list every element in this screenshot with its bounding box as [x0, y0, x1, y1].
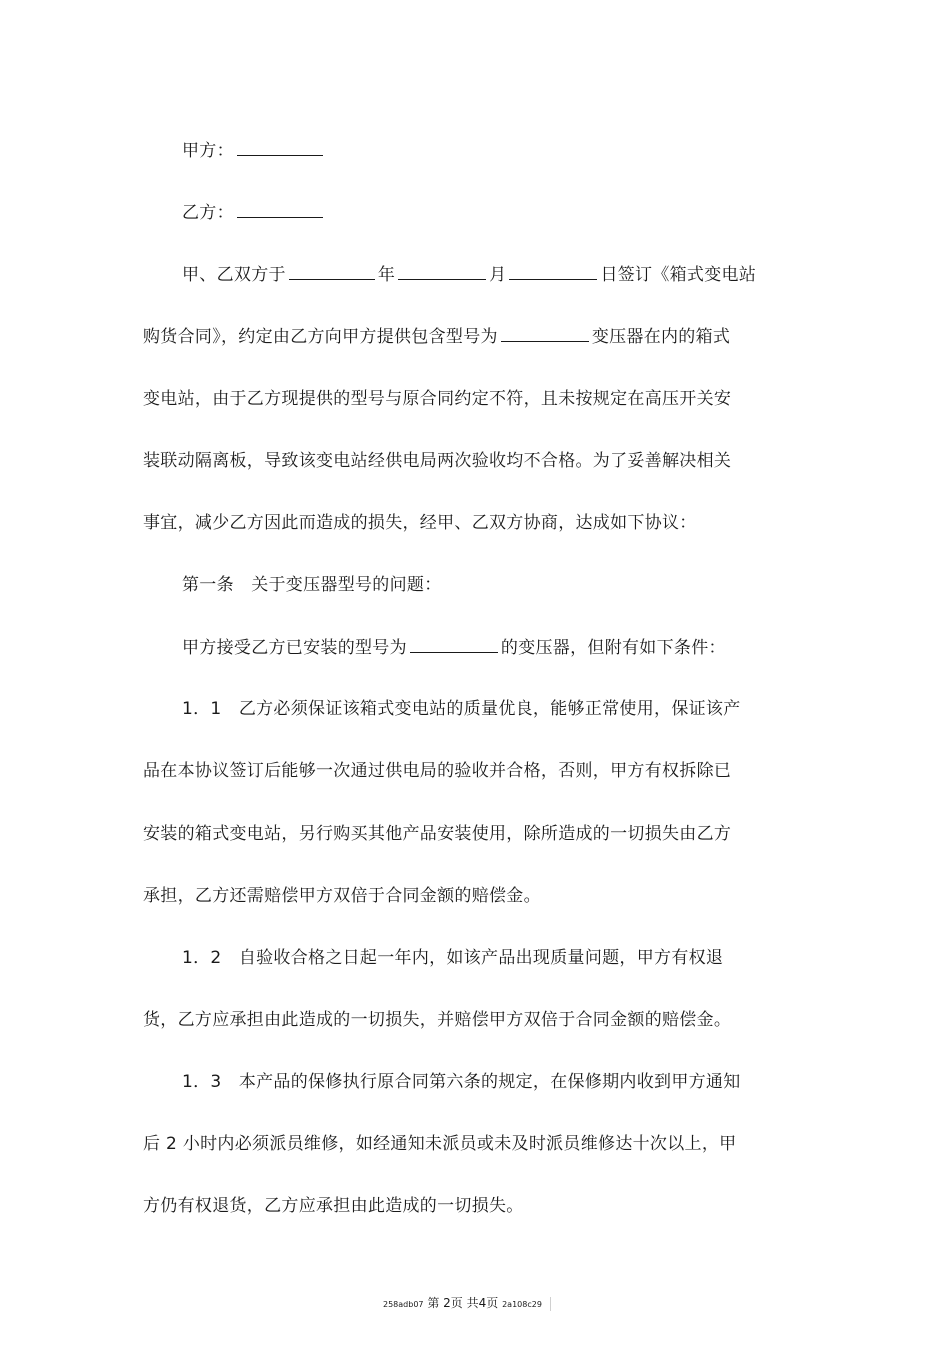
line-text: 日签订《箱式变电站: [600, 265, 757, 285]
fill-in-blank: [237, 138, 323, 156]
page-footer: [383, 1295, 551, 1313]
paragraph-line: [143, 1132, 736, 1156]
fill-in-blank: [501, 324, 589, 342]
line-text: 品在本协议签订后能够一次通过供电局的验收并合格，否则，甲方有权拆除已: [143, 761, 732, 781]
line-text: 1．1 乙方必须保证该箱式变电站的质量优良，能够正常使用，保证该产: [182, 699, 741, 719]
line-text: 1．2 自验收合格之日起一年内，如该产品出现质量问题，甲方有权退: [182, 948, 724, 968]
paragraph-line: [143, 759, 731, 783]
footer-divider: [550, 1297, 551, 1311]
footer-page-number: 第 2页 共4页: [427, 1296, 499, 1310]
line-text: 事宜，减少乙方因此而造成的损失，经甲、乙双方协商，达成如下协议：: [143, 513, 697, 533]
line-text: 方仍有权退货，乙方应承担由此造成的一切损失。: [143, 1196, 524, 1216]
line-text: 月: [489, 265, 507, 285]
footer-right-code: 2a108c29: [502, 1300, 542, 1309]
paragraph-line: [182, 573, 442, 597]
line-text: 装联动隔离板，导致该变电站经供电局两次验收均不合格。为了妥善解决相关: [143, 451, 732, 471]
line-text: 甲方接受乙方已安装的型号为: [182, 638, 407, 658]
paragraph-line: [143, 822, 731, 846]
fill-in-blank: [289, 262, 375, 280]
paragraph-line: [143, 1194, 524, 1218]
fill-in-blank: [237, 200, 323, 218]
paragraph-line: [143, 324, 730, 349]
footer-left-code: 258adb07: [383, 1300, 424, 1309]
line-text: 变压器在内的箱式: [591, 327, 731, 347]
line-text: 1．3 本产品的保修执行原合同第六条的规定，在保修期内收到甲方通知: [182, 1072, 741, 1092]
fill-in-blank: [509, 262, 597, 280]
paragraph-line: [182, 262, 756, 287]
line-text: 年: [377, 265, 396, 285]
paragraph-line: [143, 387, 731, 411]
paragraph-line: [143, 449, 731, 473]
line-text: 的变压器，但附有如下条件：: [500, 638, 726, 658]
line-text: 货，乙方应承担由此造成的一切损失，并赔偿甲方双倍于合同金额的赔偿金。: [143, 1010, 732, 1030]
paragraph-line: [143, 511, 697, 535]
line-text: 甲、乙双方于: [182, 265, 286, 285]
line-text: 变电站，由于乙方现提供的型号与原合同约定不符，且未按规定在高压开关安: [143, 389, 732, 409]
paragraph-line: [143, 1008, 731, 1032]
line-text: 承担，乙方还需赔偿甲方双倍于合同金额的赔偿金。: [143, 886, 541, 906]
line-text: 后 2 小时内必须派员维修，如经通知未派员或未及时派员维修达十次以上，甲: [143, 1134, 737, 1154]
paragraph-line: [182, 697, 741, 721]
line-text: 安装的箱式变电站，另行购买其他产品安装使用，除所造成的一切损失由乙方: [143, 824, 732, 844]
paragraph-line: [182, 635, 726, 660]
fill-in-blank: [398, 262, 486, 280]
line-text: 第一条 关于变压器型号的问题：: [182, 575, 442, 595]
paragraph-line: [182, 200, 326, 225]
paragraph-line: [182, 138, 326, 163]
paragraph-line: [182, 946, 723, 970]
fill-in-blank: [410, 635, 498, 653]
paragraph-line: [143, 884, 541, 908]
line-text: 乙方：: [182, 203, 234, 223]
line-text: 购货合同》，约定由乙方向甲方提供包含型号为: [143, 327, 498, 347]
line-text: 甲方：: [182, 141, 234, 161]
paragraph-line: [182, 1070, 741, 1094]
